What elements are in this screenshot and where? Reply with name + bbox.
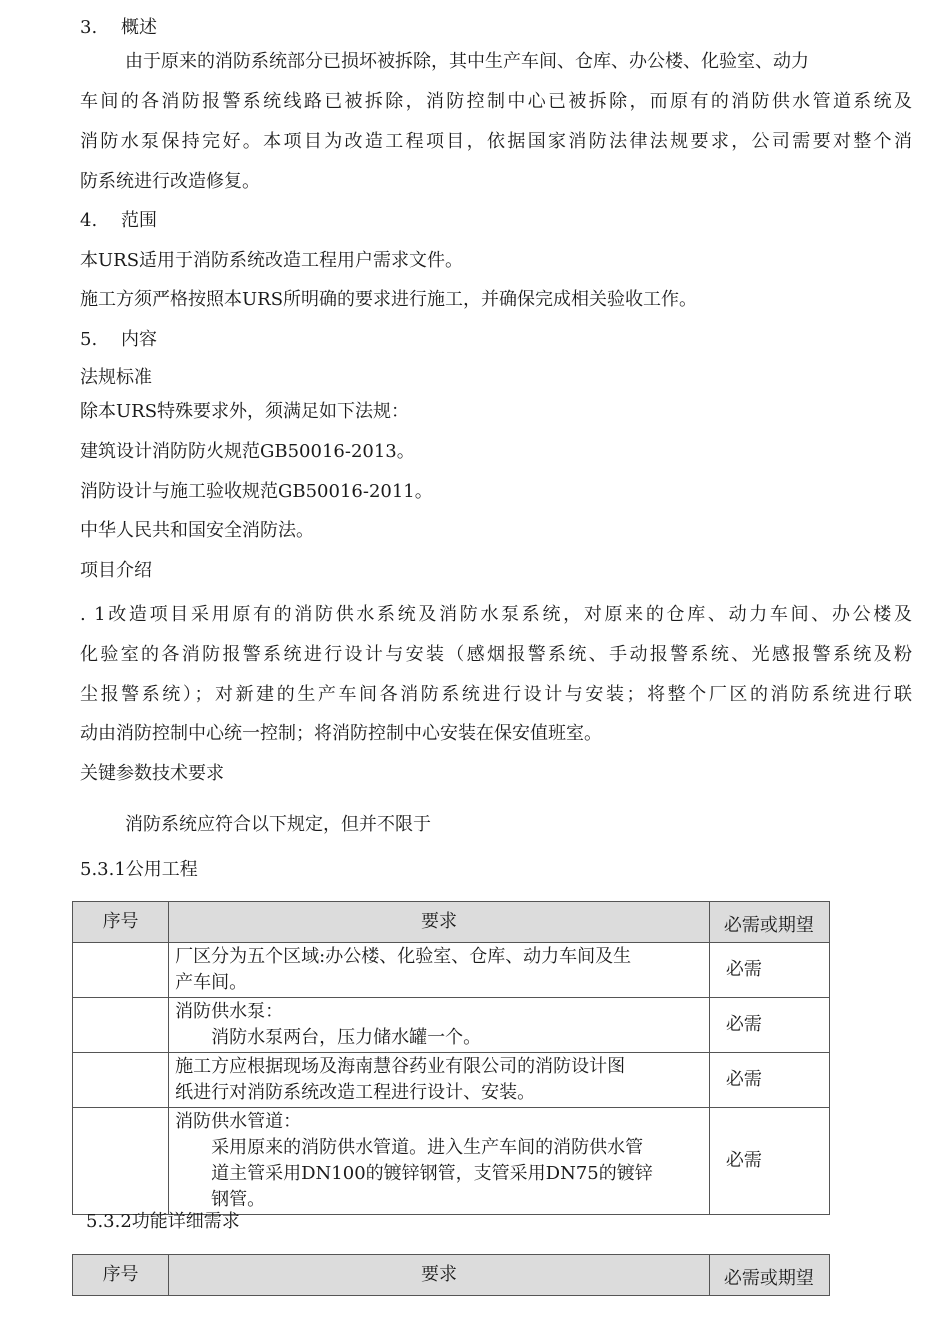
paragraph-line: 车间的各消防报警系统线路已被拆除，消防控制中心已被拆除，而原有的消防供水管道系统及 [80, 91, 912, 112]
paragraph-line: 由于原来的消防系统部分已损坏被拆除，其中生产车间、仓库、办公楼、化验室、动力 [125, 51, 809, 72]
table-row [73, 1108, 830, 1215]
paragraph-line: 除本URS特殊要求外，须满足如下法规： [80, 401, 410, 422]
requirement-cell [169, 998, 710, 1053]
requirement-line: 消防供水泵： [175, 1001, 284, 1022]
requirement-line: 厂区分为五个区域:办公楼、化验室、仓库、动力车间及生 [175, 946, 632, 967]
paragraph-line: 尘报警系统）；对新建的生产车间各消防系统进行设计与安装；将整个厂区的消防系统进行联 [80, 684, 912, 705]
section-3-heading [80, 16, 157, 40]
section-number: 4. [80, 210, 98, 231]
subheading-5-3-2: 5.3.2功能详细需求 [86, 1211, 240, 1232]
header-seq: 序号 [73, 902, 169, 943]
paragraph-line: . 1改造项目采用原有的消防供水系统及消防水泵系统，对原来的仓库、动力车间、办公楼及 [80, 604, 912, 625]
section-number: 5. [80, 329, 98, 350]
section-title: 范围 [121, 210, 157, 231]
section-4-heading [80, 209, 157, 233]
requirements-table-functional [72, 1254, 830, 1296]
section-number: 3. [80, 17, 98, 38]
table-header-row [73, 902, 830, 943]
requirement-cell [169, 1108, 710, 1215]
requirement-line: 施工方应根据现场及海南慧谷药业有限公司的消防设计图 [175, 1056, 626, 1077]
header-requirement: 要求 [169, 1255, 710, 1296]
subheading-5-3-1: 5.3.1公用工程 [80, 859, 198, 880]
section-title: 内容 [121, 329, 157, 350]
header-requirement: 要求 [169, 902, 710, 943]
header-required-or-expected [709, 1255, 829, 1296]
requirement-line: 消防水泵两台，压力储水罐一个。 [211, 1027, 482, 1048]
paragraph-line: 消防水泵保持完好。本项目为改造工程项目，依据国家消防法律法规要求，公司需要对整个消 [80, 131, 912, 152]
requirement-cell [169, 943, 710, 998]
regulation-item: 中华人民共和国安全消防法。 [80, 520, 314, 541]
paragraph-line: 施工方须严格按照本URS所明确的要求进行施工，并确保完成相关验收工作。 [80, 289, 698, 310]
requirement-line: 纸进行对消防系统改造工程进行设计、安装。 [175, 1082, 536, 1103]
table-row [73, 1053, 830, 1108]
section-5-heading [80, 328, 157, 352]
paragraph-line: 防系统进行改造修复。 [80, 171, 260, 192]
requirement-cell [169, 1053, 710, 1108]
requirement-line: 道主管采用DN100的镀锌钢管，支管采用DN75的镀锌 [211, 1163, 653, 1184]
subheading-key-params: 关键参数技术要求 [80, 763, 224, 784]
need-cell: 必需 [709, 998, 829, 1053]
subheading-project-intro: 项目介绍 [80, 560, 152, 581]
need-cell: 必需 [709, 943, 829, 998]
paragraph-line: 化验室的各消防报警系统进行设计与安装（感烟报警系统、手动报警系统、光感报警系统及粉 [80, 644, 912, 665]
header-need-text: 必需或期望 [723, 1268, 814, 1288]
seq-cell [73, 943, 169, 998]
seq-cell [73, 1053, 169, 1108]
requirement-line: 采用原来的消防供水管道。进入生产车间的消防供水管 [211, 1137, 644, 1158]
seq-cell [73, 1108, 169, 1215]
paragraph-line: 本URS适用于消防系统改造工程用户需求文件。 [80, 250, 464, 271]
requirement-line: 钢管。 [211, 1189, 266, 1210]
requirement-line: 消防供水管道： [175, 1111, 302, 1132]
need-cell: 必需 [709, 1053, 829, 1108]
header-required-or-expected [709, 902, 829, 943]
header-need-text: 必需或期望 [723, 915, 814, 935]
header-seq: 序号 [73, 1255, 169, 1296]
requirements-table-public-works [72, 901, 830, 1215]
section-title: 概述 [121, 17, 157, 38]
paragraph-line: 动由消防控制中心统一控制；将消防控制中心安装在保安值班室。 [80, 723, 602, 744]
need-cell: 必需 [709, 1108, 829, 1215]
table-row [73, 943, 830, 998]
subheading-regulations: 法规标准 [80, 367, 152, 388]
regulation-item: 建筑设计消防防火规范GB50016-2013。 [80, 441, 415, 462]
table-row [73, 998, 830, 1053]
seq-cell [73, 998, 169, 1053]
regulation-item: 消防设计与施工验收规范GB50016-2011。 [80, 481, 433, 502]
table-header-row [73, 1255, 830, 1296]
requirement-line: 产车间。 [175, 972, 248, 993]
paragraph-line: 消防系统应符合以下规定，但并不限于 [125, 814, 431, 835]
